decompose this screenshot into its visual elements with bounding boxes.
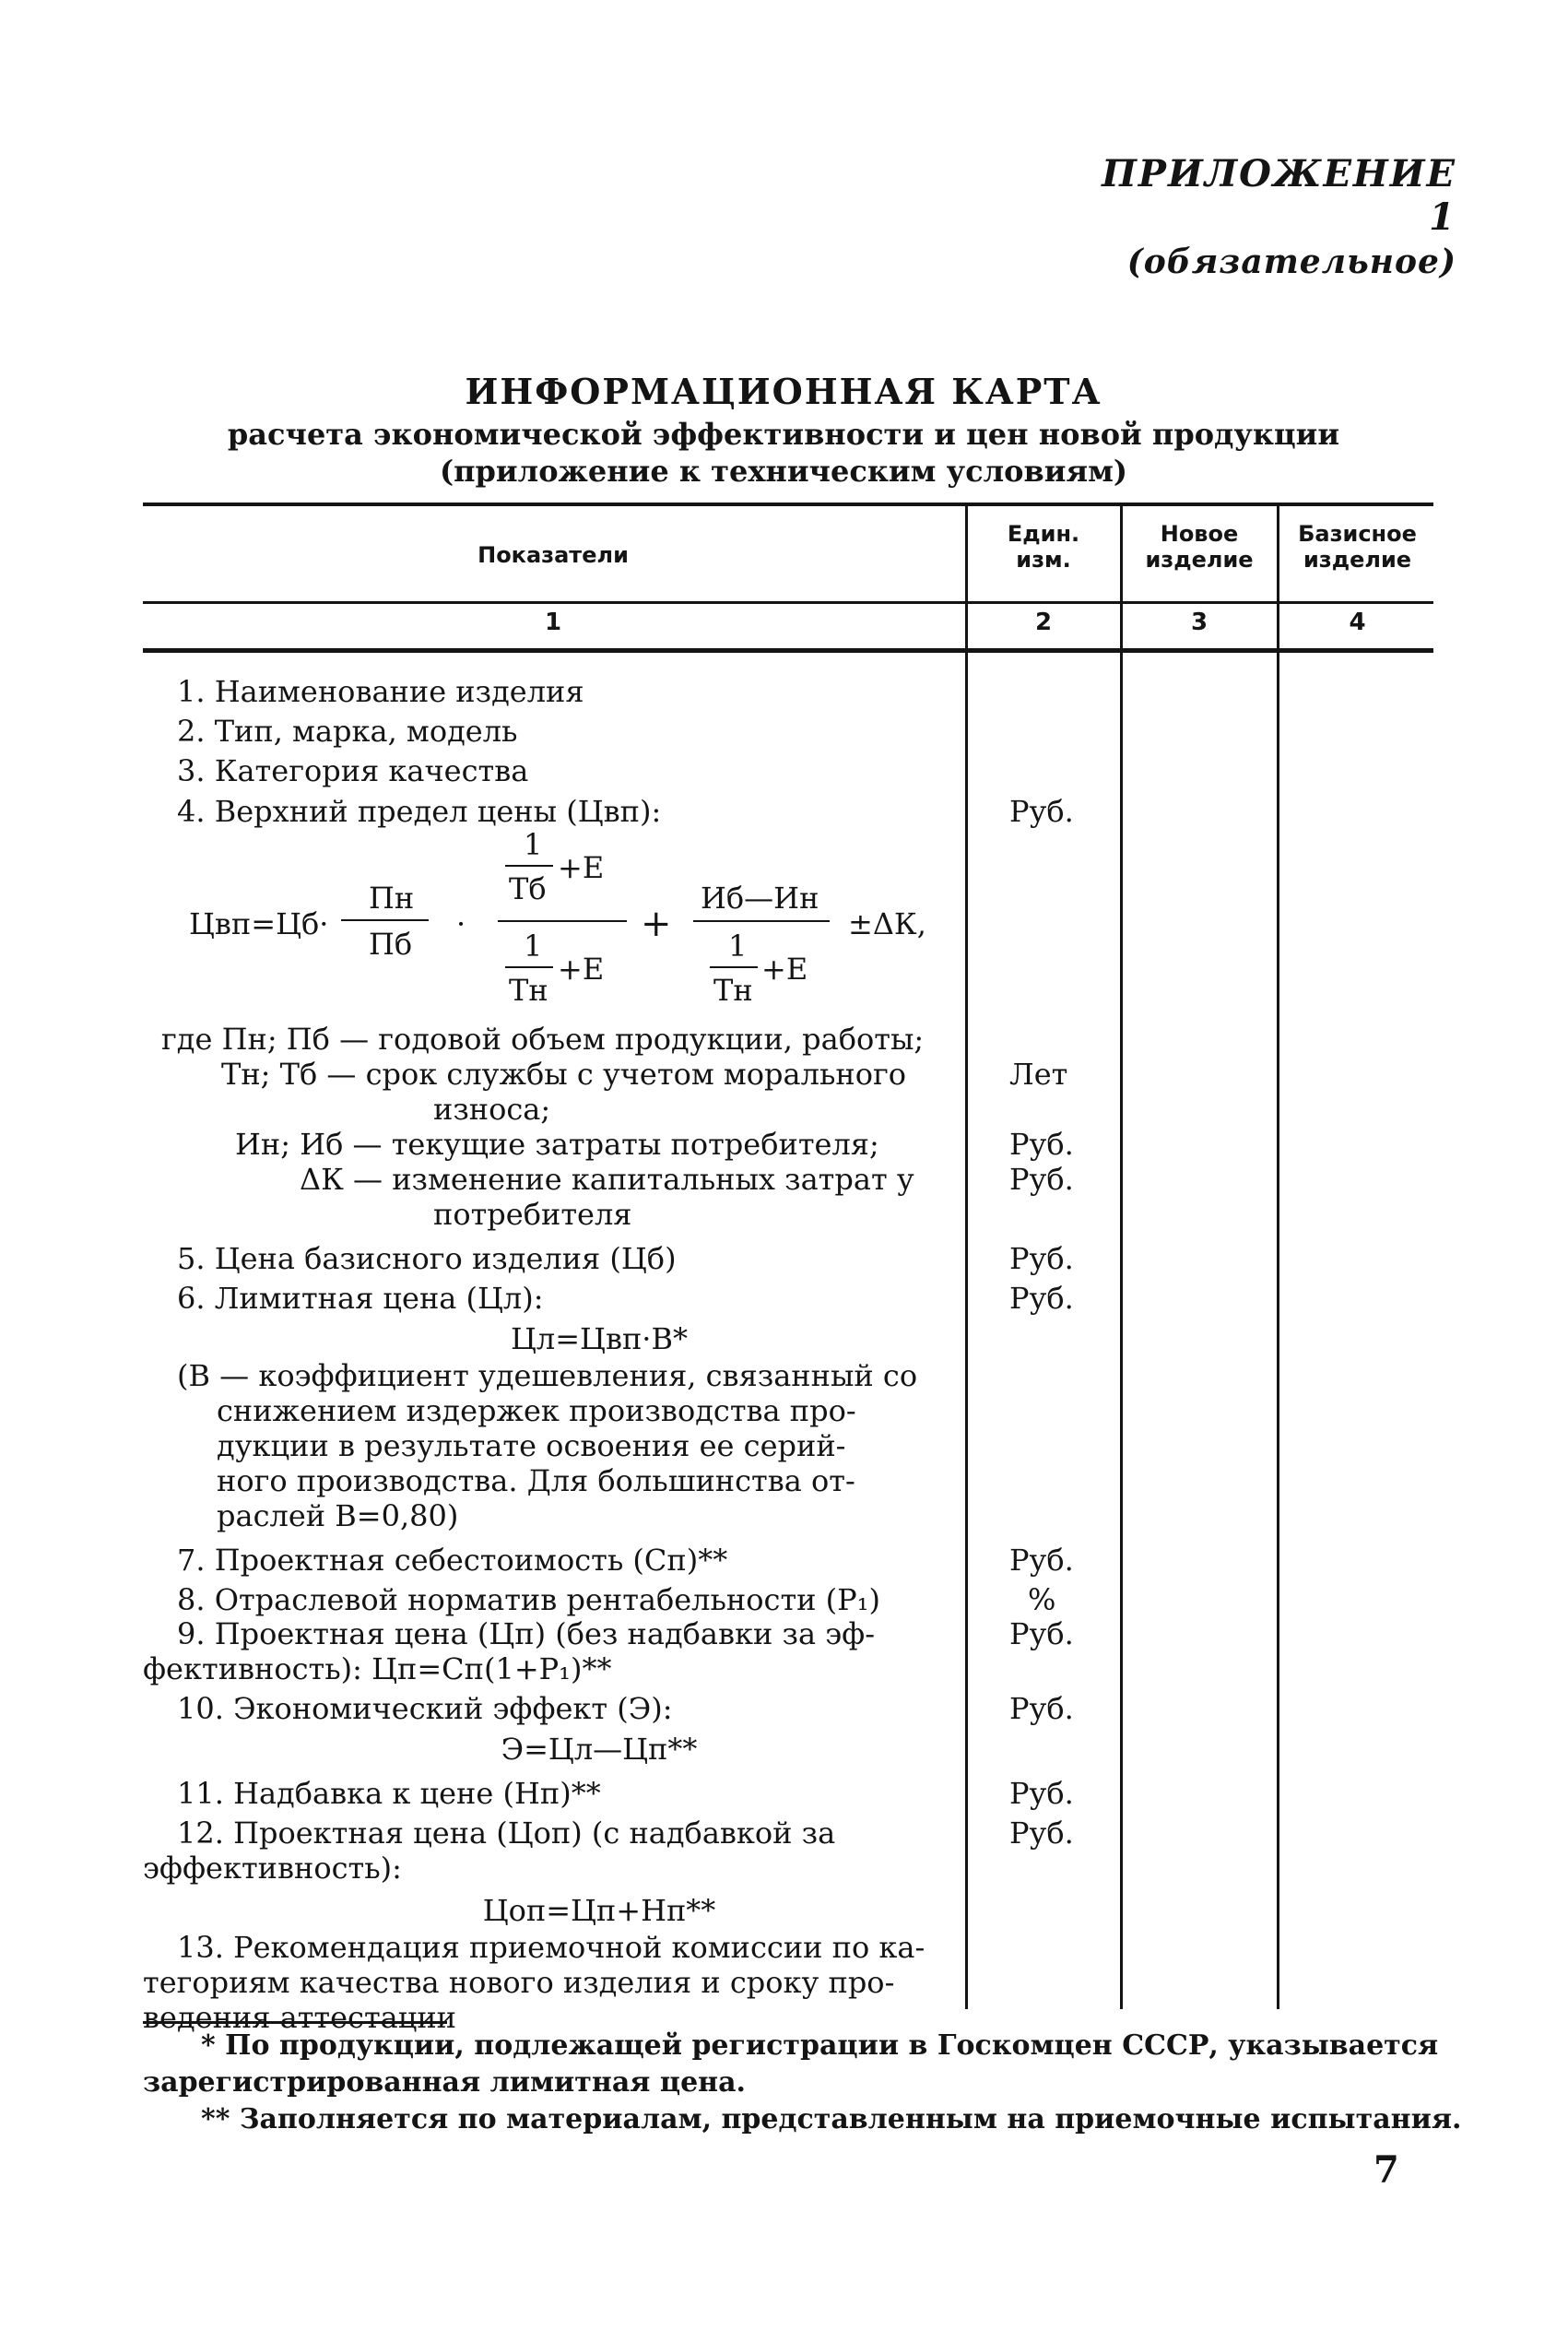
row-recommendation-cont2: ведения аттестации: [143, 2000, 456, 2035]
table-top-rule: [143, 503, 1433, 506]
num-ib-in: Иб—Ин: [701, 881, 819, 916]
appendix-number: ПРИЛОЖЕНИЕ 1: [1102, 152, 1456, 239]
row-project-price-premium: 12. Проектная цена (Цоп) (с надбавкой за: [177, 1816, 836, 1851]
column-divider-3: [1277, 506, 1279, 2009]
fraction-bar-p: [341, 919, 429, 921]
formula-plus: +: [641, 903, 672, 945]
unit-price-premium: Руб.: [1009, 1776, 1074, 1811]
column-number-2: 2: [1034, 609, 1053, 636]
formula-lhs: Цвп=Цб·: [189, 906, 329, 941]
where-capital-change: ΔК — изменение капитальных затрат у: [300, 1162, 914, 1197]
where-current-costs: Ин; Иб — текущие затраты потребителя;: [235, 1127, 879, 1162]
appendix-label: [1088, 152, 1456, 281]
formula-dot: ·: [456, 906, 466, 941]
unit-capital-change: Руб.: [1009, 1162, 1074, 1197]
den-tn-2: Тн: [713, 973, 753, 1008]
row-quality-category: 3. Категория качества: [177, 753, 529, 788]
numbering-rule: [143, 648, 1433, 653]
fraction-bar-inner-2: [505, 966, 553, 968]
note-b-line1: (В — коэффициент удешевления, связанный со: [177, 1358, 918, 1393]
column-number-3: 3: [1190, 609, 1208, 636]
unit-upper-price: Руб.: [1009, 794, 1074, 829]
row-recommendation-cont1: тегориям качества нового изделия и сроку про-: [143, 1965, 895, 2000]
den-tn-1: Тн: [509, 973, 548, 1008]
unit-current-costs: Руб.: [1009, 1127, 1074, 1162]
row-economic-effect: 10. Экономический эффект (Э):: [177, 1691, 673, 1726]
header-new-product-label: Новое изделие: [1145, 521, 1254, 573]
document-title: ИНФОРМАЦИОННАЯ КАРТА: [465, 371, 1102, 412]
unit-project-cost: Руб.: [1009, 1543, 1074, 1578]
row-base-price: 5. Цена базисного изделия (Цб): [177, 1241, 677, 1276]
den-one-3: 1: [728, 928, 748, 964]
where-capital-change-cont: потребителя: [433, 1197, 632, 1232]
column-number-4: 4: [1349, 609, 1366, 636]
footnote-1-cont: зарегистрированная лимитная цена.: [143, 2066, 746, 2099]
footnote-2: ** Заполняется по материалам, представленным на приемочные испытания.: [201, 2103, 1462, 2135]
unit-service-life: Лет: [1009, 1057, 1068, 1092]
note-b-line3: дукции в результате освоения ее серий-: [217, 1428, 846, 1463]
appendix-status: (обязательное): [1126, 242, 1456, 281]
header-indicators: Показатели: [477, 542, 629, 568]
row-item-name: 1. Наименование изделия: [177, 674, 584, 709]
row-project-price-premium-cont: эффективность):: [143, 1851, 402, 1886]
column-divider-1: [965, 506, 968, 2009]
header-unit: [970, 521, 1117, 573]
den-one-2: 1: [524, 928, 543, 964]
fraction-bar-main-2: [693, 920, 830, 922]
row-upper-price-limit: 4. Верхний предел цены (Цвп):: [177, 794, 662, 829]
fraction-bar-inner-1: [505, 865, 553, 867]
column-number-1: 1: [544, 609, 562, 636]
unit-limit-price: Руб.: [1009, 1281, 1074, 1316]
unit-project-price: Руб.: [1009, 1616, 1074, 1651]
unit-project-price-premium: Руб.: [1009, 1816, 1074, 1851]
unit-base-price: Руб.: [1009, 1241, 1074, 1276]
document-subtitle: расчета экономической эффективности и цен новой продукции: [227, 417, 1340, 452]
where-service-life-cont: износа;: [433, 1092, 551, 1127]
formula-economic-effect: Э=Цл—Цп**: [501, 1732, 698, 1767]
page-number: 7: [1373, 2148, 1399, 2192]
row-price-premium: 11. Надбавка к цене (Нп)**: [177, 1776, 601, 1811]
row-recommendation: 13. Рекомендация приемочной комиссии по ка-: [177, 1930, 925, 1965]
header-base-product-label: Базисное изделие: [1298, 521, 1417, 573]
fraction-pb: Пб: [369, 927, 413, 962]
formula-limit-price: Цл=Цвп·В*: [511, 1321, 688, 1356]
row-profitability-norm: 8. Отраслевой норматив рентабельности (Р₁): [177, 1582, 880, 1617]
num-tb: Тб: [509, 871, 547, 906]
header-unit-label: Един. изм.: [1007, 521, 1080, 573]
fraction-pn: Пн: [369, 881, 415, 916]
header-base-product: [1281, 521, 1433, 573]
num-one-1: 1: [524, 827, 543, 862]
row-limit-price: 6. Лимитная цена (Цл):: [177, 1281, 544, 1316]
row-project-cost: 7. Проектная себестоимость (Сп)**: [177, 1543, 728, 1578]
note-b-line2: снижением издержек производства про-: [217, 1393, 856, 1428]
footnote-1: * По продукции, подлежащей регистрации в Госкомцен СССР, указывается: [201, 2029, 1439, 2062]
num-plus-e-1: +Е: [558, 850, 605, 885]
row-type-model: 2. Тип, марка, модель: [177, 714, 518, 749]
note-b-line4: ного производства. Для большинства от-: [217, 1463, 855, 1498]
formula-project-price-premium: Цоп=Цп+Нп**: [482, 1893, 716, 1928]
row-project-price: 9. Проектная цена (Цп) (без надбавки за эф-: [177, 1616, 875, 1651]
den-plus-e-3: +Е: [761, 952, 808, 987]
formula-delta-k: ±ΔК,: [848, 906, 926, 941]
document-subtitle-note: (приложение к техническим условиям): [439, 454, 1128, 489]
note-b-line5: раслей В=0,80): [217, 1498, 459, 1533]
unit-profitability-norm: %: [1028, 1582, 1056, 1617]
fraction-bar-inner-3: [710, 966, 758, 968]
header-rule: [143, 601, 1433, 604]
header-new-product: [1125, 521, 1274, 573]
row-project-price-cont: фективность): Цп=Сп(1+Р₁)**: [143, 1651, 612, 1686]
where-service-life: Тн; Тб — срок службы с учетом морального: [221, 1057, 906, 1092]
column-divider-2: [1120, 506, 1123, 2009]
unit-economic-effect: Руб.: [1009, 1691, 1074, 1726]
fraction-bar-main-1: [498, 920, 627, 922]
den-plus-e-2: +Е: [558, 952, 605, 987]
where-volume: где Пн; Пб — годовой объем продукции, работы;: [161, 1022, 925, 1057]
